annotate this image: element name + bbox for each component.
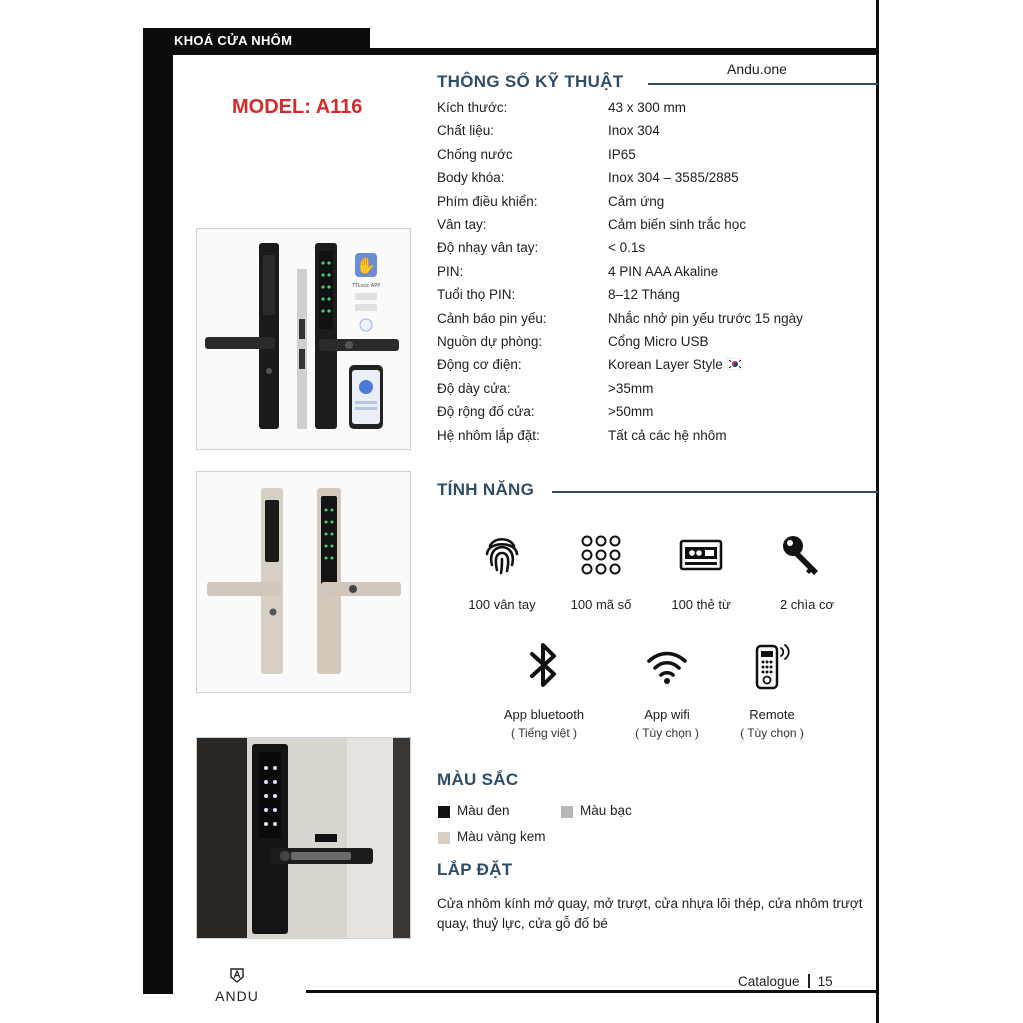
andu-shield-icon [215, 967, 259, 983]
section-label: KHOÁ CỬA NHÔM [174, 33, 293, 48]
korea-flag-icon [727, 358, 743, 370]
footer-catalogue: Catalogue 15 [738, 974, 833, 989]
key-icon [780, 533, 824, 577]
remote-icon [753, 642, 797, 690]
color-label-silver: Màu bạc [580, 803, 632, 818]
product-photo-installed [196, 737, 411, 939]
color-label-black: Màu đen [457, 803, 510, 818]
feature-fingerprint: 100 vân tay [468, 597, 536, 612]
color-swatch-black [438, 806, 450, 818]
install-text: Cửa nhôm kính mở quay, mở trượt, cửa nhựa lõi thép, cửa nhôm trượt quay, thuỷ lực, cửa gỗ đố bé [437, 896, 863, 931]
color-label-cream: Màu vàng kem [457, 829, 546, 844]
brand-logo [215, 967, 259, 1004]
features-heading: TÍNH NĂNG [437, 480, 535, 499]
colors-heading: MÀU SẮC [437, 770, 519, 789]
specs-heading: THÔNG SỐ KỸ THUẬT [437, 72, 624, 91]
feature-bluetooth: App bluetooth ( Tiếng việt ) [503, 707, 585, 740]
card-icon [679, 539, 723, 571]
bottom-rule [306, 990, 878, 993]
product-photo-silver [196, 471, 411, 693]
page-number: 15 [817, 974, 833, 989]
model-title: MODEL: A116 [232, 96, 363, 118]
install-heading: LẮP ĐẶT [437, 860, 513, 879]
svg-text:✋: ✋ [356, 256, 376, 275]
feature-wifi: App wifi ( Tùy chọn ) [635, 707, 699, 740]
feature-card: 100 thẻ từ [671, 597, 731, 612]
left-frame-bar [143, 28, 173, 994]
site-name: Andu.one [727, 61, 787, 77]
color-swatch-cream [438, 832, 450, 844]
specs-rule [648, 83, 878, 85]
fingerprint-icon [482, 532, 522, 576]
feature-remote: Remote ( Tùy chọn ) [740, 707, 804, 740]
feature-key: 2 chìa cơ [779, 597, 835, 612]
wifi-icon [645, 649, 689, 685]
feature-keypad: 100 mã số [570, 597, 632, 612]
color-swatch-silver [561, 806, 573, 818]
product-photo-black [196, 228, 411, 450]
bluetooth-icon [526, 640, 562, 690]
brand-name: ANDU [215, 988, 259, 1004]
features-rule [552, 491, 878, 493]
top-rule [173, 48, 878, 55]
keypad-icon [580, 534, 622, 576]
right-rule [876, 0, 879, 1023]
app-label: TTLock APP [351, 283, 381, 289]
